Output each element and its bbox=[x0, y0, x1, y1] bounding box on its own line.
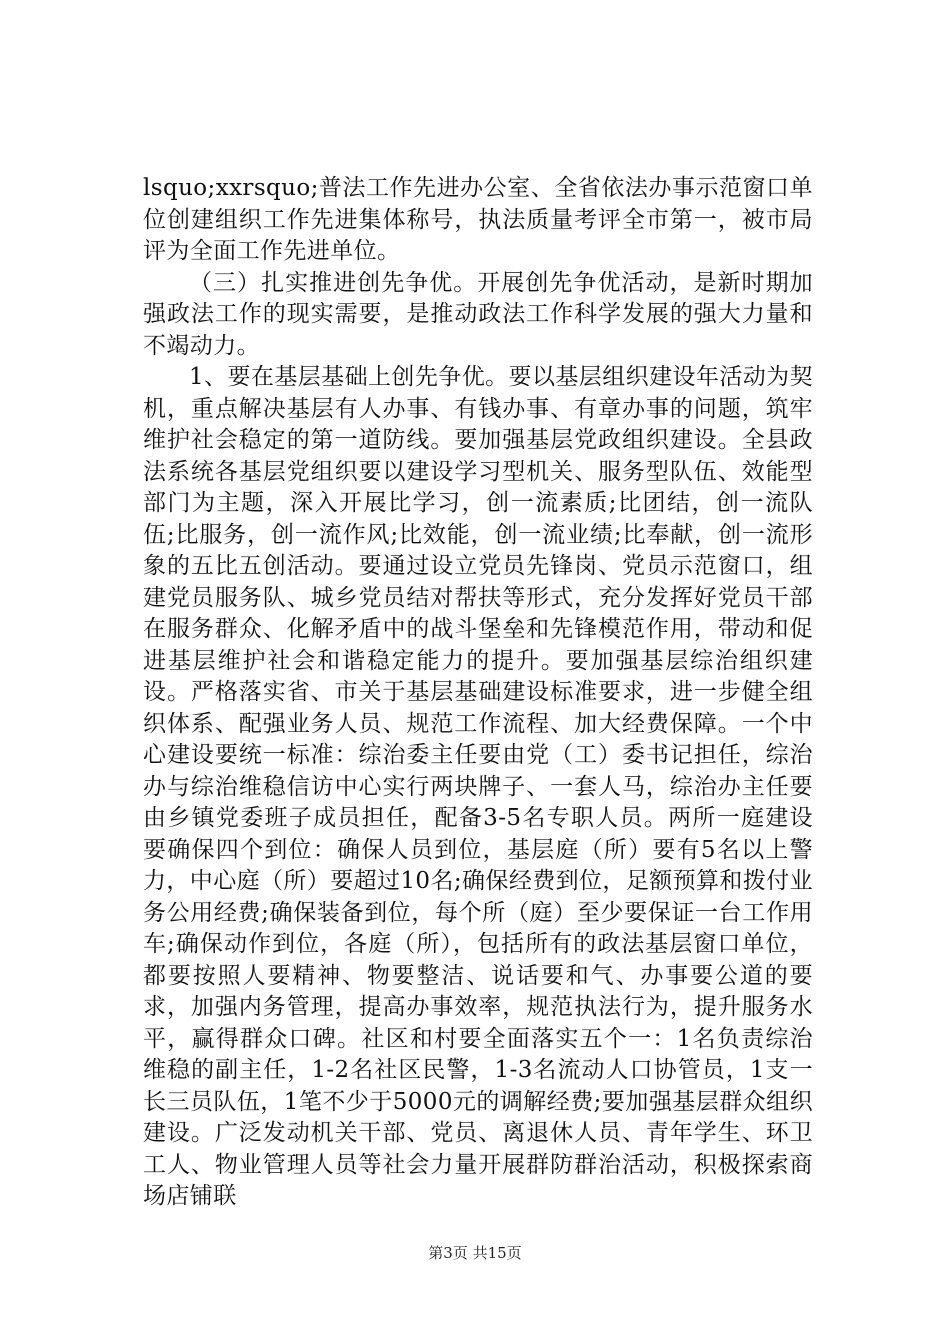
paragraph-continuation: lsquo;xxrsquo;普法工作先进办公室、全省依法办事示范窗口单位创建组织工作先进集体称号，执法质量考评全市第一，被市局评为全面工作先进单位。 bbox=[143, 175, 813, 264]
document-body bbox=[143, 173, 813, 1213]
paragraph-item-one: 1、要在基层基础上创先争优。要以基层组织建设年活动为契机，重点解决基层有人办事、有钱办事、有章办事的问题，筑牢维护社会稳定的第一道防线。要加强基层党政组织建设。全县政法系统各基层党组织要以建设学习型机关、服务型队伍、效能型部门为主题，深入开展比学习，创一流素质;比团结，创一流队伍;比服务，创一流作风;比效能，创一流业绩;比奉献，创一流形象的五比五创活动。要通过设立党员先锋岗、党员示范窗口，组建党员服务队、城乡党员结对帮扶等形式，充分发挥好党员干部在服务群众、化解矛盾中的战斗堡垒和先锋模范作用，带动和促进基层维护社会和谐稳定能力的提升。要加强基层综治组织建设。严格落实省、市关于基层基础建设标准要求，进一步健全组织体系、配强业务人员、规范工作流程、加大经费保障。一个中心建设要统一标准：综治委主任要由党（工）委书记担任，综治办与综治维稳信访中心实行两块牌子、一套人马，综治办主任要由乡镇党委班子成员担任，配备3-5名专职人员。两所一庭建设要确保四个到位：确保人员到位，基层庭（所）要有5名以上警力，中心庭（所）要超过10名;确保经费到位，足额预算和拨付业务公用经费;确保装备到位，每个所（庭）至少要保证一台工作用车;确保动作到位，各庭（所），包括所有的政法基层窗口单位，都要按照人要精神、物要整洁、说话要和气、办事要公道的要求，加强内务管理，提高办事效率，规范执法行为，提升服务水平，赢得群众口碑。社区和村要全面落实五个一：1名负责综治维稳的副主任，1-2名社区民警，1-3名流动人口协管员，1支一长三员队伍，1笔不少于5000元的调解经费;要加强基层群众组织建设。广泛发动机关干部、党员、离退休人员、青年学生、环卫工人、物业管理人员等社会力量开展群防群治活动，积极探索商场店铺联 bbox=[143, 364, 814, 1209]
page-number-footer: 第3页 共15页 bbox=[428, 1244, 522, 1262]
paragraph-section-three: （三）扎实推进创先争优。开展创先争优活动，是新时期加强政法工作的现实需要，是推动政法工作科学发展的强大力量和不竭动力。 bbox=[143, 269, 813, 359]
